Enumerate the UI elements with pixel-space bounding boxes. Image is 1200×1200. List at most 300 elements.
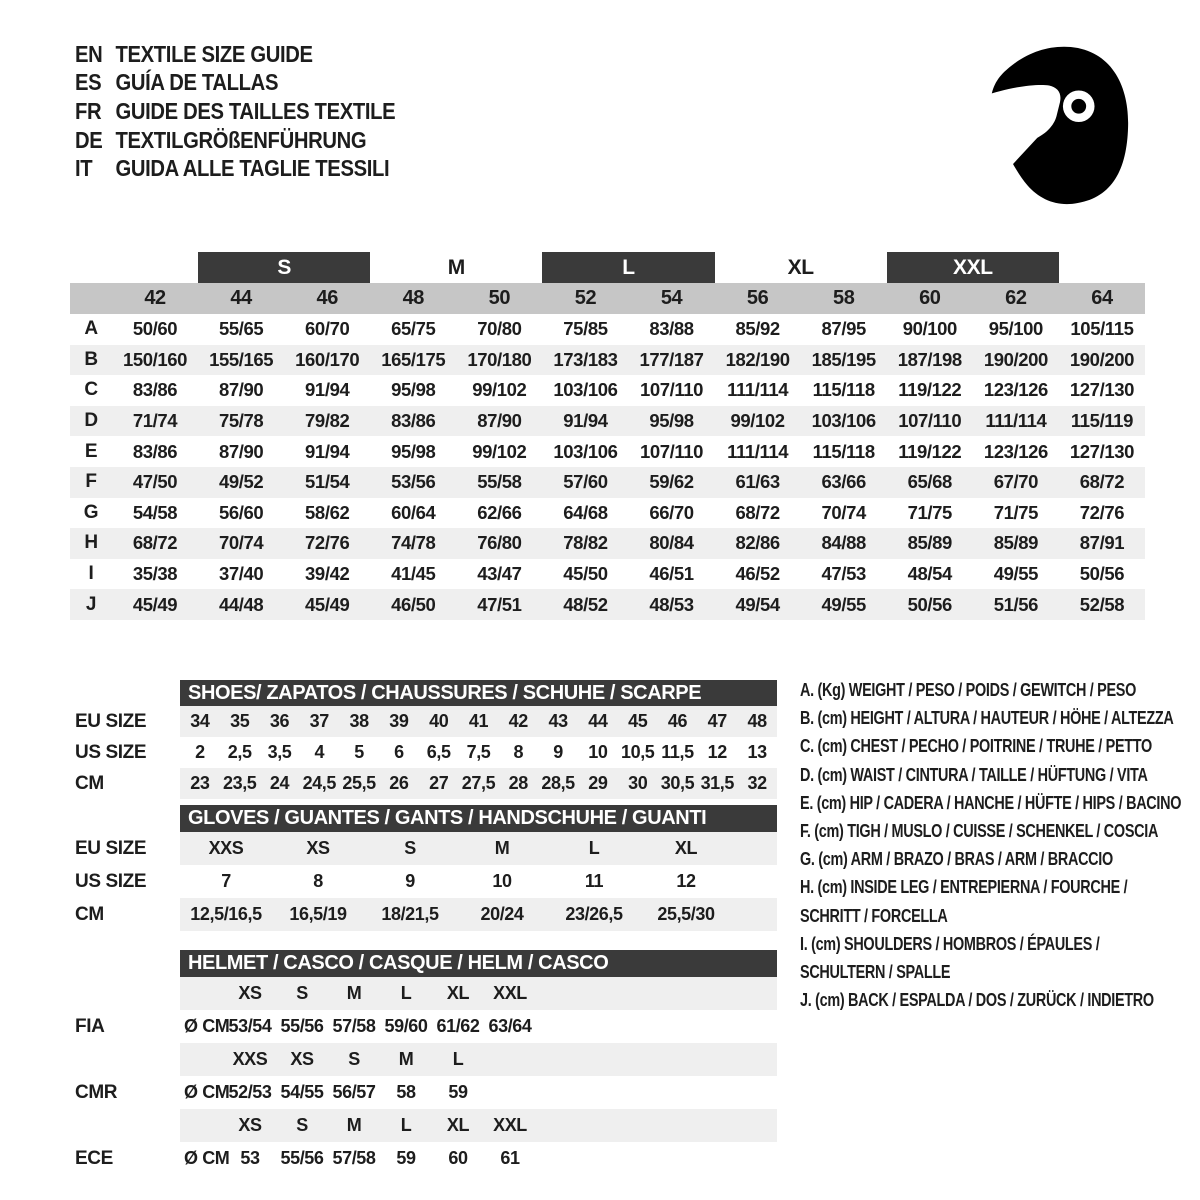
size-value: XXS xyxy=(232,1049,268,1069)
size-value: M xyxy=(346,983,362,1003)
size-value: 177/187 xyxy=(639,348,704,370)
size-value: 38 xyxy=(349,711,369,731)
size-value: 43/47 xyxy=(477,563,522,585)
row-letter: G xyxy=(83,501,99,523)
size-value: 46/51 xyxy=(649,563,694,585)
measurement-row xyxy=(70,589,1145,620)
size-value: 103/106 xyxy=(553,379,618,401)
row-letter: E xyxy=(84,440,98,462)
size-value: 37/40 xyxy=(218,563,264,585)
size-value: 95/98 xyxy=(391,379,436,401)
size-value: 9 xyxy=(553,742,563,762)
language-row xyxy=(75,154,395,183)
size-value: 99/102 xyxy=(472,440,527,462)
size-value: 127/130 xyxy=(1069,440,1134,462)
row-letter: B xyxy=(84,348,98,370)
size-value: M xyxy=(398,1049,414,1069)
row-label: CM xyxy=(75,903,104,925)
size-value: 87/90 xyxy=(218,440,264,462)
size-value: 87/90 xyxy=(477,410,522,432)
size-value: 12 xyxy=(707,742,727,762)
size-value: 49/52 xyxy=(218,471,264,493)
row-values xyxy=(180,865,777,898)
size-value: 29 xyxy=(588,773,608,793)
size-value: 87/95 xyxy=(821,318,866,340)
size-value: 59/62 xyxy=(649,471,694,493)
size-value: 185/195 xyxy=(811,348,876,370)
guide-title: GUIDE DES TAILLES TEXTILE xyxy=(115,97,396,124)
size-value: 6 xyxy=(394,742,404,762)
size-value: 64/68 xyxy=(563,501,608,523)
guide-title: GUIDA ALLE TAGLIE TESSILI xyxy=(115,155,390,182)
numeric-size: 54 xyxy=(660,287,683,309)
size-value: 12,5/16,5 xyxy=(190,904,262,924)
size-value: 75/85 xyxy=(563,318,608,340)
numeric-size: 52 xyxy=(574,287,597,309)
size-value: 46/52 xyxy=(735,563,780,585)
size-value: 25,5/30 xyxy=(657,904,715,924)
row-values xyxy=(180,737,777,768)
size-value: 83/86 xyxy=(132,379,178,401)
legend-item: E. (cm) HIP / CADERA / HANCHE / HÜFTE / HIPS / BACINO xyxy=(800,791,1182,813)
gloves-row xyxy=(70,898,777,931)
helmet-row xyxy=(70,1109,777,1142)
size-value: 58/62 xyxy=(305,501,350,523)
size-value: 49/55 xyxy=(993,563,1039,585)
guide-title: TEXTILE SIZE GUIDE xyxy=(115,40,313,67)
size-value: 44 xyxy=(588,711,608,731)
row-label xyxy=(70,1109,180,1142)
size-value: 27 xyxy=(429,773,449,793)
size-value: 107/110 xyxy=(640,440,704,462)
size-value: 60/70 xyxy=(305,318,350,340)
row-values xyxy=(180,1076,777,1109)
legend-item: J. (cm) BACK / ESPALDA / DOS / ZURÜCK / INDIETRO xyxy=(800,989,1154,1011)
guide-title: GUÍA DE TALLAS xyxy=(115,69,279,96)
size-value: S xyxy=(404,838,416,858)
measurement-row xyxy=(70,375,1145,406)
size-value: 79/82 xyxy=(305,410,350,432)
size-value: 61 xyxy=(500,1148,520,1168)
size-value: S xyxy=(296,983,308,1003)
size-value: 45/49 xyxy=(132,593,178,615)
size-value: 24,5 xyxy=(302,773,336,793)
size-value: 49/54 xyxy=(735,593,780,615)
size-value: 34 xyxy=(190,711,210,731)
size-value: 62/66 xyxy=(477,501,522,523)
size-value: 37 xyxy=(309,711,329,731)
size-value: 24 xyxy=(269,773,290,793)
size-value: 56/57 xyxy=(332,1082,376,1102)
size-value: 31,5 xyxy=(700,773,734,793)
numeric-size: 50 xyxy=(488,287,511,309)
helmet-row xyxy=(70,1142,777,1175)
measurement-legend xyxy=(800,676,1198,1014)
size-value: 41 xyxy=(468,711,489,731)
row-letter: D xyxy=(84,410,98,432)
size-value: 23,5 xyxy=(222,773,257,793)
language-code: FR xyxy=(75,97,102,124)
size-value: 2 xyxy=(195,742,205,762)
size-value: 51/56 xyxy=(993,593,1039,615)
legend-item: I. (cm) SHOULDERS / HOMBROS / ÉPAULES / xyxy=(800,932,1100,954)
row-label: FIA xyxy=(75,1015,105,1037)
row-letter: A xyxy=(84,318,98,340)
size-value: 155/165 xyxy=(209,348,274,370)
size-value: 83/86 xyxy=(132,440,178,462)
numeric-size: 48 xyxy=(402,287,425,309)
size-value: 48/53 xyxy=(649,593,694,615)
size-value: 85/92 xyxy=(735,318,780,340)
size-value: 51/54 xyxy=(305,471,350,493)
measurement-row xyxy=(70,345,1145,376)
row-label: CM xyxy=(75,772,104,794)
size-value: 44/48 xyxy=(218,593,264,615)
language-row xyxy=(75,69,395,98)
size-value: 59 xyxy=(448,1082,468,1102)
row-label: EU SIZE xyxy=(75,837,147,859)
row-label: EU SIZE xyxy=(75,710,147,732)
row-letter: C xyxy=(84,379,98,401)
size-value: 47 xyxy=(707,711,727,731)
size-band-s: S xyxy=(198,252,370,283)
language-code: ES xyxy=(75,69,102,96)
size-value: 103/106 xyxy=(553,440,618,462)
size-band-m: M xyxy=(447,256,465,279)
size-value: M xyxy=(346,1115,362,1135)
size-band-xl: XL xyxy=(787,256,814,279)
size-value: 57/58 xyxy=(332,1148,376,1168)
row-values xyxy=(180,898,777,931)
size-value: 60 xyxy=(448,1148,468,1168)
size-value: 107/110 xyxy=(640,379,704,401)
size-value: 115/119 xyxy=(1070,410,1133,432)
legend-item: H. (cm) INSIDE LEG / ENTREPIERNA / FOURCHE / xyxy=(800,876,1128,898)
size-value: 90/100 xyxy=(902,318,957,340)
size-value: 11,5 xyxy=(661,742,694,762)
racing-helmet-icon xyxy=(978,40,1136,210)
size-value: XL xyxy=(674,838,698,858)
racing-helmet-graphic xyxy=(978,40,1136,210)
size-value: 103/106 xyxy=(811,410,876,432)
gloves-row xyxy=(70,865,777,898)
size-value: 5 xyxy=(354,742,364,762)
size-value: XL xyxy=(446,983,470,1003)
numeric-size: 46 xyxy=(316,287,338,309)
row-values xyxy=(180,832,777,865)
size-value: 30 xyxy=(628,773,648,793)
size-value: 43 xyxy=(548,711,568,731)
size-value: 63/64 xyxy=(488,1016,532,1036)
size-value: 52/53 xyxy=(228,1082,272,1102)
size-value: 53/54 xyxy=(228,1016,272,1036)
size-value: 25,5 xyxy=(342,773,376,793)
helmet-row xyxy=(70,1010,777,1043)
size-value: 32 xyxy=(747,773,767,793)
size-value: 74/78 xyxy=(391,532,436,554)
size-value: 2,5 xyxy=(227,742,252,762)
size-value: 72/76 xyxy=(1079,501,1125,523)
language-title-list xyxy=(75,40,395,183)
size-value: 59 xyxy=(396,1148,416,1168)
diameter-unit: Ø CM xyxy=(184,1016,230,1036)
gloves-size-section xyxy=(70,805,777,931)
size-value: 95/100 xyxy=(988,318,1043,340)
size-value: 190/200 xyxy=(983,348,1048,370)
size-value: 4 xyxy=(314,742,325,762)
size-value: 99/102 xyxy=(730,410,785,432)
size-value: L xyxy=(588,838,600,858)
size-value: 55/56 xyxy=(280,1148,324,1168)
size-value: 99/102 xyxy=(472,379,527,401)
shoes-row xyxy=(70,706,777,737)
legend-item: SCHRITT / FORCELLA xyxy=(800,904,948,926)
size-value: 50/56 xyxy=(1079,563,1125,585)
size-value: 46 xyxy=(667,711,688,731)
gloves-section-title: GLOVES / GUANTES / GANTS / HANDSCHUHE / GUANTI xyxy=(188,807,707,829)
size-value: 30,5 xyxy=(660,773,695,793)
legend-item: G. (cm) ARM / BRAZO / BRAS / ARM / BRACCIO xyxy=(800,848,1113,870)
size-value: 85/89 xyxy=(907,532,952,554)
numeric-size-row xyxy=(70,283,1145,314)
size-value: 83/86 xyxy=(391,410,436,432)
size-value: 91/94 xyxy=(305,379,350,401)
size-value: 12 xyxy=(676,871,696,891)
size-value: 13 xyxy=(747,742,767,762)
shoes-size-rows xyxy=(70,706,777,799)
size-value: 49/55 xyxy=(821,593,866,615)
row-values xyxy=(180,768,777,799)
size-value: 61/62 xyxy=(436,1016,480,1036)
helmet-row xyxy=(70,1043,777,1076)
size-value: 52/58 xyxy=(1079,593,1125,615)
size-value: S xyxy=(296,1115,308,1135)
numeric-size: 56 xyxy=(746,287,769,309)
size-value: 7 xyxy=(221,871,231,891)
size-value: 82/86 xyxy=(735,532,780,554)
shoes-section-header xyxy=(180,680,777,706)
size-value: 70/74 xyxy=(218,532,264,554)
language-code: EN xyxy=(75,40,103,67)
size-value: 45 xyxy=(628,711,648,731)
size-value: 70/74 xyxy=(821,501,866,523)
size-value: 20/24 xyxy=(480,904,524,924)
numeric-size: 64 xyxy=(1091,287,1113,309)
size-value: 65/68 xyxy=(907,471,952,493)
size-value: 170/180 xyxy=(467,348,532,370)
numeric-size: 60 xyxy=(919,287,941,309)
size-value: 182/190 xyxy=(725,348,790,370)
measurement-row xyxy=(70,406,1145,437)
size-value: 63/66 xyxy=(821,471,866,493)
size-value: L xyxy=(400,983,412,1003)
size-value: 57/58 xyxy=(332,1016,376,1036)
size-value: 55/65 xyxy=(218,318,264,340)
size-value: 107/110 xyxy=(898,410,962,432)
row-label: CMR xyxy=(75,1081,118,1103)
size-value: 68/72 xyxy=(735,501,780,523)
row-label: ECE xyxy=(75,1147,113,1169)
size-value: 45/50 xyxy=(563,563,608,585)
size-value: 48/54 xyxy=(907,563,952,585)
size-value: 111/114 xyxy=(985,410,1047,432)
size-value: 187/198 xyxy=(897,348,962,370)
gloves-size-rows xyxy=(70,832,777,931)
size-value: 47/50 xyxy=(132,471,178,493)
size-value: 72/76 xyxy=(305,532,350,554)
size-value: 84/88 xyxy=(821,532,866,554)
size-value: 91/94 xyxy=(305,440,350,462)
helmet-size-section xyxy=(70,950,777,1175)
size-value: 60/64 xyxy=(391,501,436,523)
size-value: 47/51 xyxy=(477,593,522,615)
size-value: 87/90 xyxy=(218,379,264,401)
size-value: 67/70 xyxy=(993,471,1039,493)
size-value: XS xyxy=(238,983,262,1003)
measurement-rows xyxy=(70,314,1145,620)
size-value: 71/74 xyxy=(132,410,178,432)
size-value: 85/89 xyxy=(993,532,1039,554)
size-value: 54/55 xyxy=(280,1082,324,1102)
size-value: XS xyxy=(306,838,330,858)
gloves-section-header xyxy=(180,805,777,832)
size-value: 70/80 xyxy=(477,318,522,340)
size-value: 119/122 xyxy=(898,379,962,401)
row-label: US SIZE xyxy=(75,870,147,892)
size-value: 78/82 xyxy=(563,532,608,554)
size-value: 56/60 xyxy=(218,501,264,523)
size-value: 119/122 xyxy=(898,440,962,462)
size-value: 3,5 xyxy=(267,742,292,762)
size-value: 40 xyxy=(429,711,449,731)
size-value: 36 xyxy=(269,711,290,731)
size-value: 50/60 xyxy=(132,318,178,340)
size-value: 18/21,5 xyxy=(381,904,439,924)
size-value: 150/160 xyxy=(123,348,188,370)
size-value: XL xyxy=(446,1115,470,1135)
size-value: 59/60 xyxy=(384,1016,428,1036)
size-value: 71/75 xyxy=(993,501,1039,523)
helmet-row xyxy=(70,977,777,1010)
legend-item: SCHULTERN / SPALLE xyxy=(800,961,951,983)
size-value: XXL xyxy=(493,983,527,1003)
size-value: 10,5 xyxy=(620,742,655,762)
size-value: 55/56 xyxy=(280,1016,324,1036)
size-value: 65/75 xyxy=(391,318,436,340)
helmet-section-header xyxy=(180,950,777,977)
size-value: 173/183 xyxy=(553,348,618,370)
size-value: 57/60 xyxy=(563,471,608,493)
row-label xyxy=(70,977,180,1010)
size-value: 41/45 xyxy=(391,563,436,585)
row-values xyxy=(180,1109,777,1142)
shoes-row xyxy=(70,768,777,799)
size-value: 53/56 xyxy=(391,471,436,493)
size-value: 27,5 xyxy=(461,773,496,793)
language-row xyxy=(75,126,395,155)
size-value: 76/80 xyxy=(477,532,522,554)
size-value: 127/130 xyxy=(1069,379,1134,401)
measurement-row xyxy=(70,436,1145,467)
legend-item: B. (cm) HEIGHT / ALTURA / HAUTEUR / HÖHE / ALTEZZA xyxy=(800,707,1174,729)
numeric-size: 44 xyxy=(230,287,252,309)
size-value: 95/98 xyxy=(649,410,694,432)
size-value: 111/114 xyxy=(727,379,789,401)
size-band-l: L xyxy=(542,252,714,283)
size-value: 53 xyxy=(240,1148,260,1168)
size-value: 47/53 xyxy=(821,563,866,585)
size-value: M xyxy=(494,838,510,858)
size-value: XXS xyxy=(208,838,244,858)
size-value: 111/114 xyxy=(727,440,789,462)
numeric-size: 58 xyxy=(832,287,855,309)
measurement-row xyxy=(70,559,1145,590)
size-value: 45/49 xyxy=(305,593,350,615)
size-value: 83/88 xyxy=(649,318,694,340)
size-value: 66/70 xyxy=(649,501,694,523)
row-values xyxy=(180,1010,777,1043)
legend-item: A. (Kg) WEIGHT / PESO / POIDS / GEWITCH / PESO xyxy=(800,679,1137,700)
size-value: 42 xyxy=(508,711,528,731)
size-value: 75/78 xyxy=(218,410,264,432)
size-value: 50/56 xyxy=(907,593,952,615)
size-value: XS xyxy=(238,1115,262,1135)
size-value: 10 xyxy=(492,871,512,891)
guide-title: TEXTILGRÖßENFÜHRUNG xyxy=(115,126,367,153)
size-value: 9 xyxy=(405,871,415,891)
size-value: 55/58 xyxy=(477,471,522,493)
row-letter: H xyxy=(84,532,98,554)
diameter-unit: Ø CM xyxy=(184,1082,230,1102)
size-value: 115/118 xyxy=(812,440,875,462)
size-value: 123/126 xyxy=(983,440,1048,462)
size-value: 58 xyxy=(396,1082,416,1102)
language-code: DE xyxy=(75,126,103,153)
size-value: 23/26,5 xyxy=(565,904,623,924)
size-value: 39 xyxy=(389,711,409,731)
row-values xyxy=(180,1043,777,1076)
row-letter: F xyxy=(85,471,97,493)
gloves-row xyxy=(70,832,777,865)
size-value: L xyxy=(400,1115,412,1135)
size-value: 46/50 xyxy=(391,593,436,615)
size-value: 39/42 xyxy=(305,563,350,585)
row-values xyxy=(180,1142,777,1175)
size-value: 68/72 xyxy=(132,532,178,554)
diameter-unit: Ø CM xyxy=(184,1148,230,1168)
size-band-xxl: XXL xyxy=(887,252,1059,283)
size-value: 7,5 xyxy=(466,742,491,762)
row-values xyxy=(180,977,777,1010)
numeric-size: 62 xyxy=(1005,287,1027,309)
size-value: 8 xyxy=(513,742,524,762)
row-label: US SIZE xyxy=(75,741,147,763)
legend-item: D. (cm) WAIST / CINTURA / TAILLE / HÜFTUNG / VITA xyxy=(800,763,1148,785)
measurement-row xyxy=(70,314,1145,345)
size-value: S xyxy=(348,1049,360,1069)
row-values xyxy=(180,706,777,737)
shoes-row xyxy=(70,737,777,768)
size-value: 8 xyxy=(313,871,323,891)
numeric-size: 42 xyxy=(144,287,166,309)
measurement-row xyxy=(70,498,1145,529)
measurement-row xyxy=(70,528,1145,559)
size-value: 35 xyxy=(230,711,250,731)
size-band-row xyxy=(70,252,1145,283)
size-value: XXL xyxy=(493,1115,527,1135)
textile-size-table xyxy=(70,252,1145,620)
size-value: 115/118 xyxy=(812,379,875,401)
